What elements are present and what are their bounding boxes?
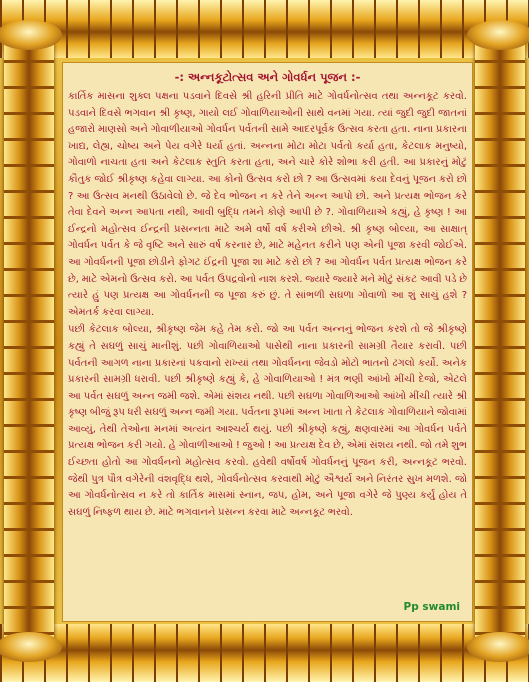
frame-right-pillar [475,34,525,648]
pillar-cap-bottom-right [467,632,529,662]
signature: Pp swami [403,601,460,613]
text-panel [62,62,473,622]
paragraph-2: પછી કેટલાક બોલ્યા, શ્રીકૃષ્ણ જેમ કહે તેમ કરો. જો આ પર્વત અન્નનું ભોજન કરશે તો જે શ્રીકૃષ્ણે કહ્યું તે સઘળું સાચું માનીશું. પછી ગોવાળિયાઓ પાસેથી નાના પ્રકારની સામગ્રી તૈયાર કરાવી. પછી પર્વતની આગળ નાના પ્રકારનાં પકવાનો રાખ્યાં તથા ગોવર્ધનના જેવડો મોટો ભાતનો ઢગલો કર્યો. અનેક પ્રકારની સામગ્રી ધરાવી. પછી શ્રીકૃષ્ણે કહ્યું કે, હે ગોવાળિયાઓ ! મંત્ર ભણી આંખો મીંચી દેજો, એટલે આ પર્વત સઘળું અન્ન જમી જશે. એમાં સંશય નથી. પછી સઘળા ગોવાળિઆઓ આંખો મીંચી ત્યારે શ્રી કૃષ્ણ બીજું રૂપ ધરી સઘળું અન્ન જમી ગયા. પર્વતના રૂપમાં અન્ન ખાતા તે કેટલાક ગોવાળિયાને જોવામાં આવ્યું, તેથી તેઓના મનમાં અત્યંત આશ્ચર્ય થયું. પછી શ્રીકૃષ્ણે કહ્યું, ક્ષણવારમાં આ ગોવર્ધન પર્વતે પ્રત્યક્ષ ભોજન કરી ગયો. હે ગોવાળીઆઓ ! જુઓ ! આ પ્રત્યક્ષ દેવ છે, એમાં સંશય નથી. જો તમે શુભ ઈચ્છતા હોતો આ ગોવર્ધનનો મહોત્સવ કરવો. હવેથી વર્ષોવર્ષ ગોવર્ધનનું પૂજન કરી, અન્નકૂટ ભરવો. જેથી પુત્ર પૌત્ર વગેરેની વંશવૃદ્ધિ થશે, ગોવર્ધનોત્સવ કરવાથી મોટું ઐશ્વર્ય અને નિરંતર સુખ મળશે. જો આ ગોવર્ધનોત્સવ ન કરે તો કાર્તિક માસમાં સ્નાન, જપ, હોમ, અને પૂજા વગેરે જે પુણ્ય કર્યું હોય તે સઘળું નિષ્ફળ થાય છે. માટે ભગવાનને પ્રસન્ન કરવા માટે અન્નકૂટ ભરવો. [68,324,467,518]
paragraph-1: કાર્તિક માસના શુક્લ પક્ષના પડવાને દિવસે શ્રી હરિની પ્રીતિ માટે ગોવર્ધનોત્સવ તથા અન્નકૂટ કરવો. પડવાને દિવસે ભગવાન શ્રી કૃષ્ણ, ગાયો લઈ ગોવાળિયાઓની સાથે વનમાં ગયા. ત્યાં જુદી જુદી જાતનાં હજારો માણસો અને ગોવાળીયાઓ ગોવર્ધન પર્વતની સામે આદરપૂર્વક ઉત્સવ કરતા હતા. નાના પ્રકારના ખાદ્ય, લેહ્ય, ચોષ્ય અને પેય વગેરે ધર્યા હતાં. અન્નના મોટા મોટા પર્વતો કર્યા હતા, કેટલાક મનુષ્યો, ગોવાળો નાચતા હતા અને કેટલાક સ્તુતિ કરતા હતા, અને ચારે કોરે શોભા કરી હતી. આ પ્રકારનું મોટું કૌતુક જોઈ શ્રીકૃષ્ણ કહેવા લાગ્યા. આ કોનો ઉત્સવ કરો છો ? આ ઉત્સવમાં કયા દેવનું પૂજન કરો છો ? આ ઉત્સવ મનથી ઉઠાવેલો છે. જે દેવ ભોજન ન કરે તેને અન્ન આપો છો. અને પ્રત્યક્ષ ભોજન કરે તેવા દેવને અન્ન આપતા નથી, આવી બુદ્ધિ તમને કોણે આપી છે ?. ગોવાળિયાએ કહ્યું, હે કૃષ્ણ ! આ ઈન્દ્રનો મહોત્સવ ઈન્દ્રની પ્રસન્નતા માટે અમે વર્ષો વર્ષ કરીએ છીએ. શ્રી કૃષ્ણ બોલ્યા, આ સાક્ષાત્ ગોવર્ધન પર્વત કે જે વૃષ્ટિ અને સારું વર્ષ કરનાર છે, માટે મહેનત કરીને પણ એની પૂજા કરવી જોઈએ. આ ગોવર્ધનની પૂજા છોડીને ફોગટ ઈંદ્રની પૂજા શા માટે કરો છો ? આ ગોવર્ધન પર્વત પ્રત્યક્ષ ભોજન કરે છે, માટે એમનો ઉત્સવ કરો. આ પર્વત ઉપદ્રવોનો નાશ કરશે. જ્યારે જ્યારે મને મોટું સંકટ આવી પડે છે ત્યારે હું પણ પ્રત્યક્ષ આ ગોવર્ધનની જ પૂજા કરું છું. તે સાંભળી સઘળા ગોવાળો આ શું સાચું હશે ? એમતર્ક કરવા લાગ્યા. [68,91,467,318]
pillar-cap-top-right [467,20,529,50]
document-title: -: અન્નકૂટોત્સવ અને ગોવર્ધન પૂજન :- [174,70,361,84]
frame-bottom-border [0,624,529,682]
frame-left-pillar [4,34,54,648]
frame-top-border [0,0,529,58]
